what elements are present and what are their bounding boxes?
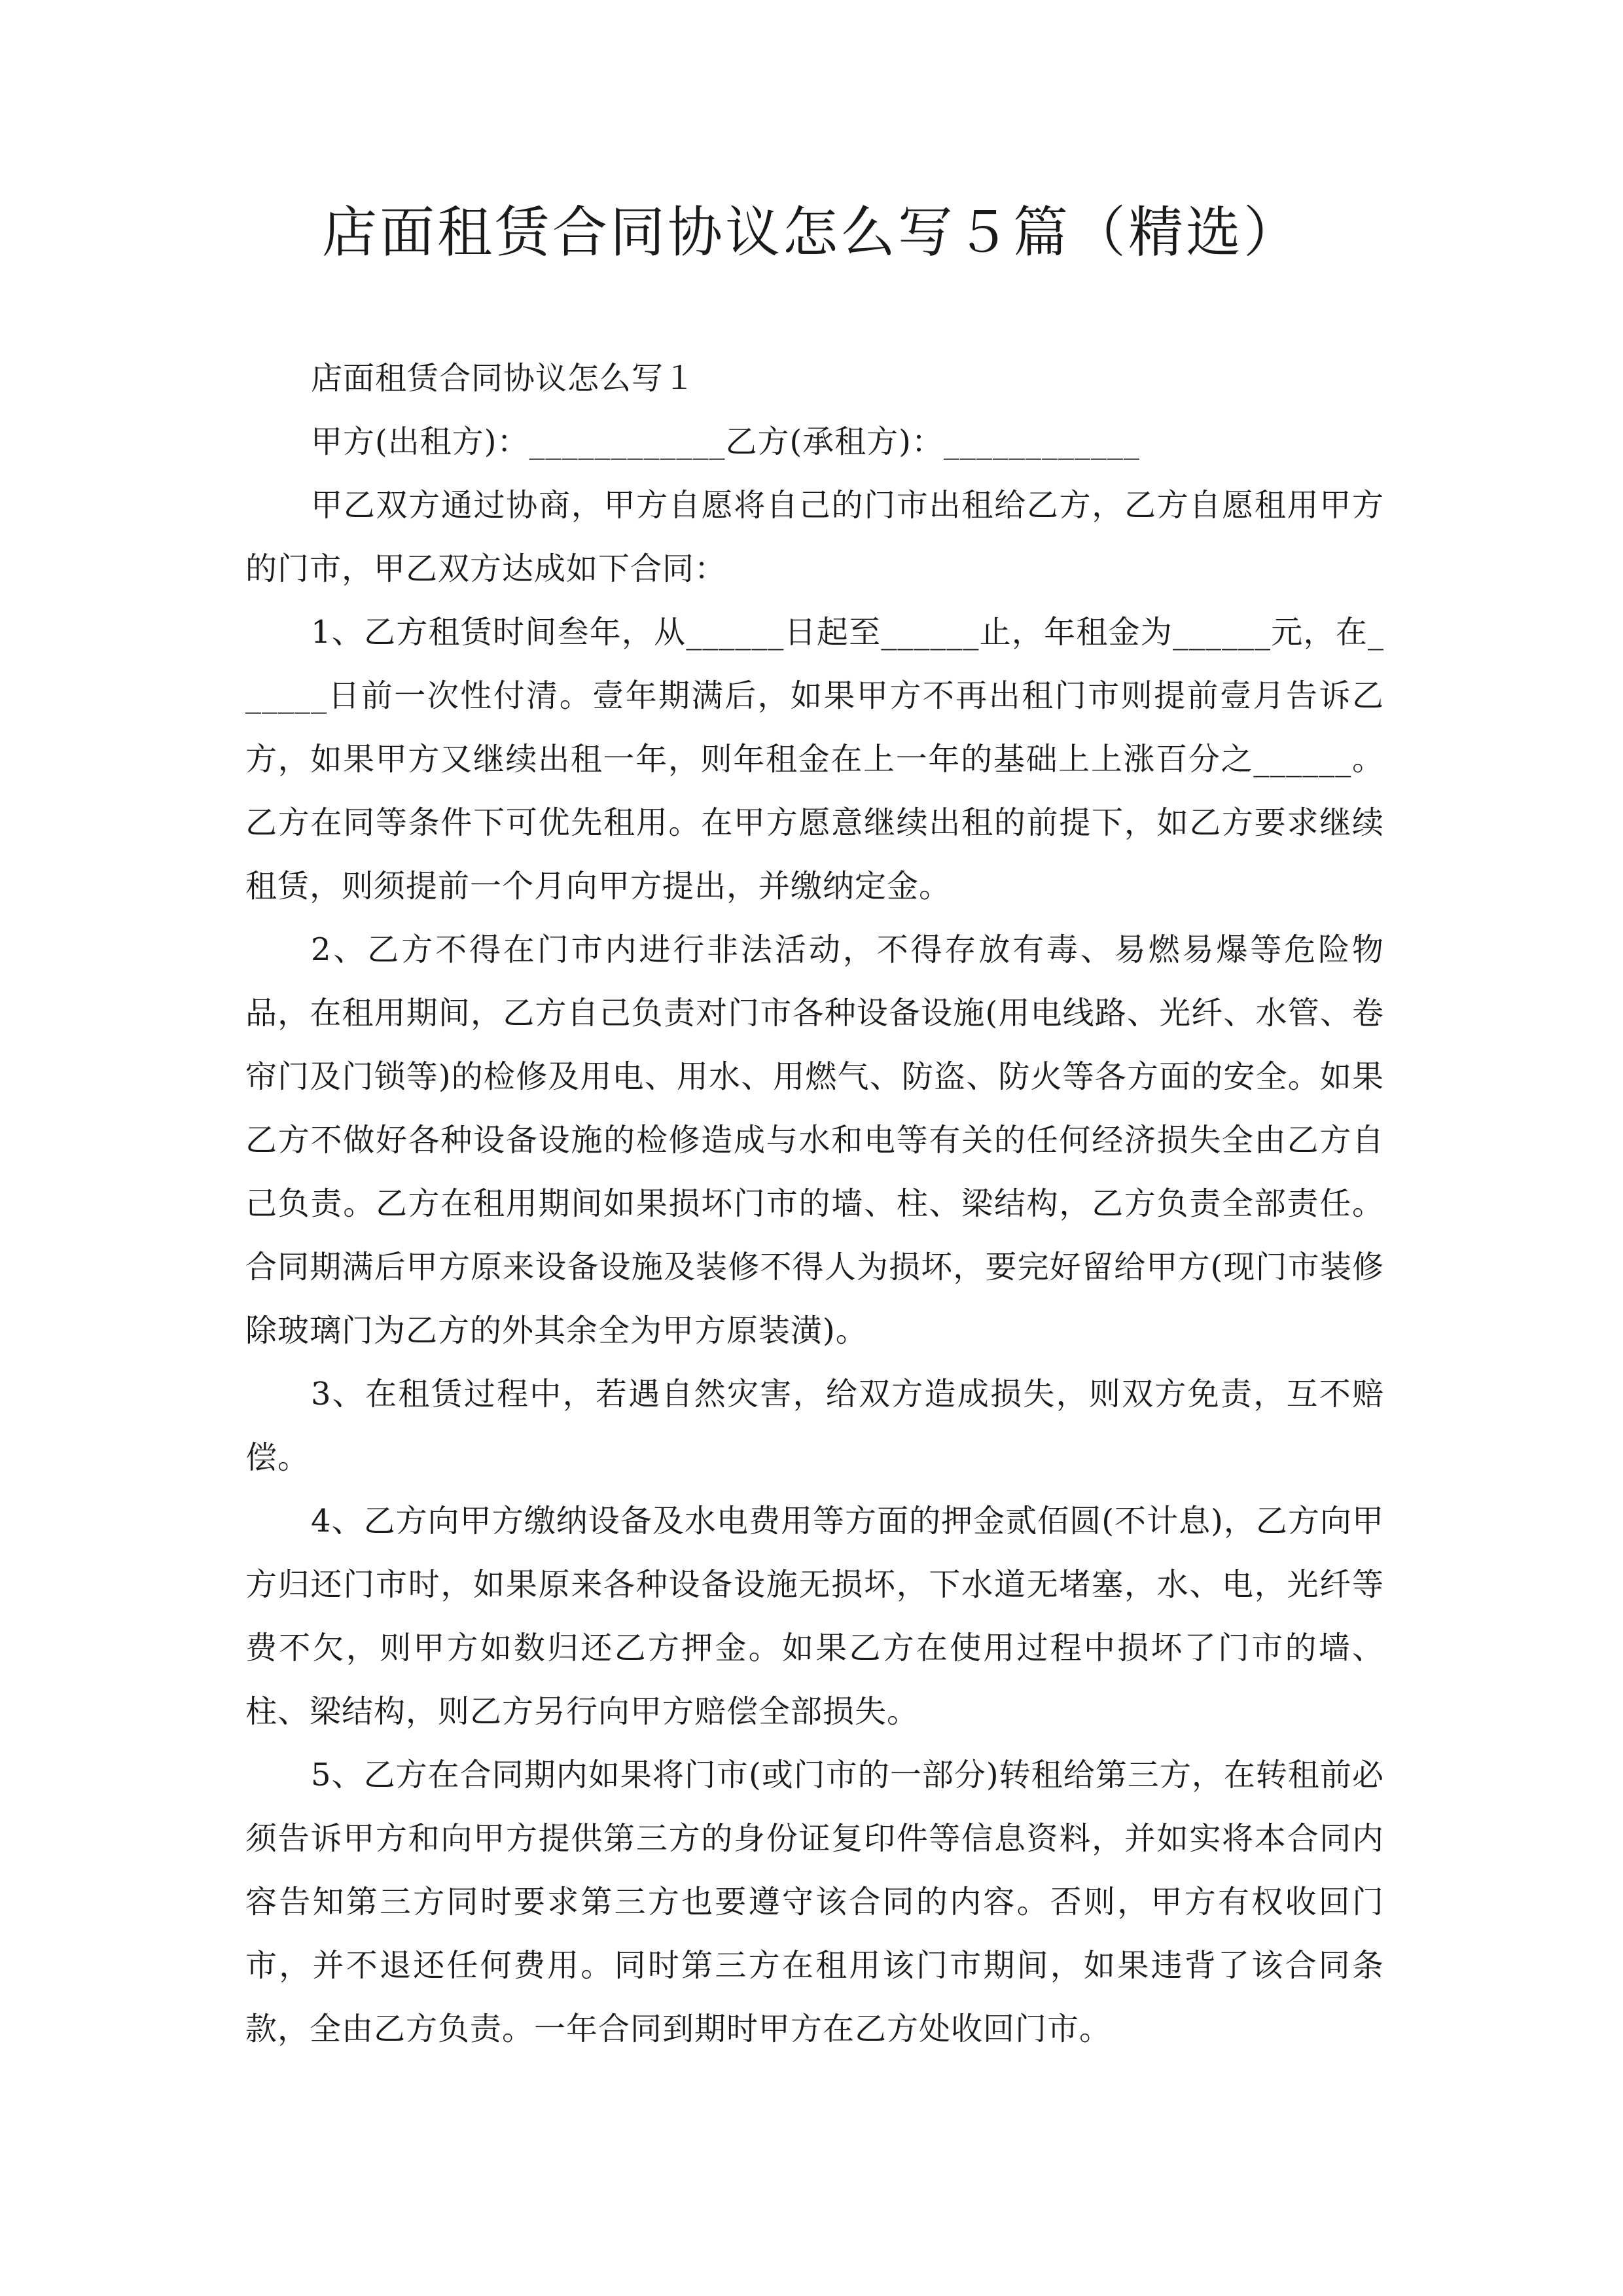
paragraph-clause-5: 5、乙方在合同期内如果将门市(或门市的一部分)转租给第三方，在转租前必须告诉甲方和向甲方提供第三方的身份证复印件等信息资料，并如实将本合同内容告知第三方同时要求第三方也要遵守该合同的内容。否则，甲方有权收回门市，并不退还任何费用。同时第三方在租用该门市期间，如果违背了该合同条款，全由乙方负责。一年合同到期时甲方在乙方处收回门市。 [245, 1757, 1384, 2047]
section-heading: 店面租赁合同协议怎么写１ [311, 360, 696, 397]
paragraph-clause-2: 2、乙方不得在门市内进行非法活动，不得存放有毒、易燃易爆等危险物品，在租用期间，乙方自己负责对门市各种设备设施(用电线路、光纤、水管、卷帘门及门锁等)的检修及用电、用水、用燃气、防盗、防火等各方面的安全。如果乙方不做好各种设备设施的检修造成与水和电等有关的任何经济损失全由乙方自己负责。乙方在租用期间如果损坏门市的墙、柱、梁结构，乙方负责全部责任。合同期满后甲方原来设备设施及装修不得人为损坏，要完好留给甲方(现门市装修除玻璃门为乙方的外其余全为甲方原装潢)。 [245, 931, 1384, 1349]
paragraph-clause-4: 4、乙方向甲方缴纳设备及水电费用等方面的押金贰佰圆(不计息)，乙方向甲方归还门市时，如果原来各种设备设施无损坏，下水道无堵塞，水、电，光纤等费不欠，则甲方如数归还乙方押金。如果乙方在使用过程中损坏了门市的墙、柱、梁结构，则乙方另行向甲方赔偿全部损失。 [245, 1503, 1384, 1730]
parties-line: 甲方(出租方)：____________乙方(承租方)：____________ [311, 423, 1140, 460]
paragraph-intro: 甲乙双方通过协商，甲方自愿将自己的门市出租给乙方，乙方自愿租用甲方的门市，甲乙双方达成如下合同： [245, 487, 1384, 587]
paragraph-clause-1: 1、乙方租赁时间叁年，从______日起至______止，年租金为______元，在______日前一次性付清。壹年期满后，如果甲方不再出租门市则提前壹月告诉乙方，如果甲方又继续出租一年，则年租金在上一年的基础上上涨百分之______。乙方在同等条件下可优先租用。在甲方愿意继续出租的前提下，如乙方要求继续租赁，则须提前一个月向甲方提出，并缴纳定金。 [245, 614, 1384, 905]
document-title: 店面租赁合同协议怎么写５篇（精选） [321, 200, 1301, 264]
document-body [245, 347, 1384, 2061]
paragraph-clause-3: 3、在租赁过程中，若遇自然灾害，给双方造成损失，则双方免责，互不赔偿。 [245, 1376, 1384, 1476]
